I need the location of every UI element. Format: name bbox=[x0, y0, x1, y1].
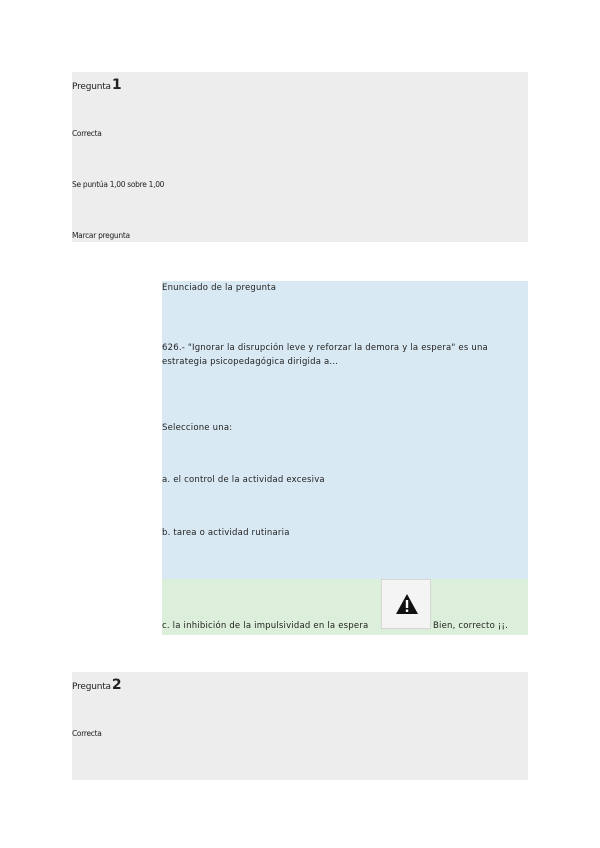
select-prompt: Seleccione una: bbox=[162, 423, 233, 433]
statement-label: Enunciado de la pregunta bbox=[162, 283, 277, 293]
question-text-line-1: 626.- "Ignorar la disrupción leve y reforzar la demora y la espera" es una bbox=[162, 343, 488, 353]
answer-option-a[interactable]: a. el control de la actividad excesiva bbox=[162, 475, 325, 485]
question-2-heading bbox=[72, 677, 121, 693]
question-label: Pregunta bbox=[72, 82, 111, 92]
question-status: Correcta bbox=[72, 129, 102, 138]
question-1-heading bbox=[72, 77, 121, 93]
question-1-info bbox=[72, 72, 528, 242]
warning-icon bbox=[395, 593, 419, 615]
question-number: 2 bbox=[111, 677, 122, 693]
question-status: Correcta bbox=[72, 729, 102, 738]
question-2-info bbox=[72, 672, 528, 780]
question-label: Pregunta bbox=[72, 682, 111, 692]
question-number: 1 bbox=[111, 77, 122, 93]
question-score: Se puntúa 1,00 sobre 1,00 bbox=[72, 180, 165, 189]
question-text-line-2: estrategia psicopedagógica dirigida a... bbox=[162, 357, 339, 367]
answer-option-c[interactable]: c. la inhibición de la impulsividad en la espera bbox=[162, 621, 369, 631]
warning-icon-frame bbox=[381, 579, 431, 629]
feedback-text: Bien, correcto ¡¡. bbox=[433, 621, 508, 631]
flag-question-link[interactable]: Marcar pregunta bbox=[72, 231, 130, 240]
answer-option-b[interactable]: b. tarea o actividad rutinaria bbox=[162, 528, 290, 538]
question-1-content bbox=[162, 281, 528, 579]
answer-option-c-row[interactable] bbox=[162, 579, 528, 635]
